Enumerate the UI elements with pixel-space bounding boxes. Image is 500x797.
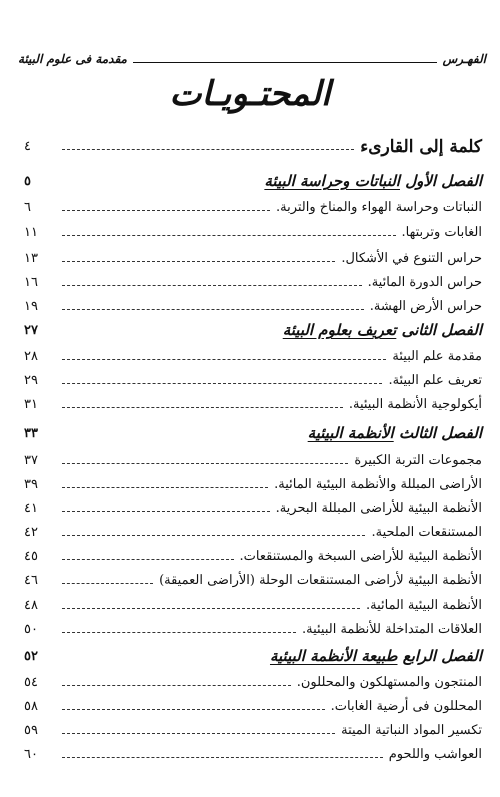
- toc-page-number: ١١: [24, 225, 38, 240]
- toc-item-row: [24, 347, 482, 369]
- toc-page-number: ١٣: [24, 251, 38, 266]
- toc-item-row: [24, 620, 482, 642]
- header-book-title: مقدمة فى علوم البيئة: [18, 52, 133, 66]
- toc-intro-row: [24, 137, 482, 159]
- toc-page-number: ٢٨: [24, 349, 38, 364]
- toc-leader: [62, 535, 365, 536]
- toc-page-number: ٢٧: [24, 323, 38, 338]
- toc-leader: [62, 235, 396, 236]
- toc-chapter-label: [264, 172, 482, 190]
- toc-leader: [62, 733, 335, 734]
- chapter-title: الأنظمة البيئية: [307, 424, 394, 442]
- toc-page-number: ٦: [24, 200, 31, 215]
- chapter-title: تعريف بعلوم البيئة: [282, 321, 397, 339]
- chapter-number: الفصل الأول: [405, 172, 482, 190]
- toc-item-label: تكسير المواد النباتية الميتة: [341, 723, 482, 738]
- toc-page-number: ٣٧: [24, 453, 38, 468]
- toc-page-number: ٤٦: [24, 573, 38, 588]
- toc-page-number: ٤: [24, 139, 31, 154]
- toc-item-row: [24, 475, 482, 497]
- toc-item-row: [24, 297, 482, 319]
- toc-item-row: [24, 371, 482, 393]
- page-title: المحتـويـات: [169, 74, 331, 114]
- toc-leader: [62, 309, 364, 310]
- toc-page-number: ١٩: [24, 299, 38, 314]
- toc-leader: [62, 149, 354, 150]
- toc-item-label: مقدمة علم البيئة: [392, 349, 482, 364]
- toc-chapter-row: [24, 647, 482, 669]
- toc-item-label: أيكولوجية الأنظمة البيئية.: [348, 397, 482, 412]
- toc-leader: [62, 261, 335, 262]
- toc-item-label: العلاقات المتداخلة للأنظمة البيئية.: [301, 622, 482, 637]
- toc-item-label: الغابات وتربتها.: [401, 225, 482, 240]
- toc-leader: [62, 559, 234, 560]
- toc-item-label: الأنظمة البيئية للأراضى السبخة والمستنقعات.: [239, 549, 482, 564]
- chapter-number: الفصل الرابع: [402, 647, 482, 665]
- toc-leader: [62, 608, 360, 609]
- toc-item-label: الأنظمة البيئية المائية.: [366, 598, 482, 613]
- toc-chapter-label: [308, 424, 482, 442]
- toc-page-number: ٤١: [24, 501, 38, 516]
- toc-item-row: [24, 547, 482, 569]
- toc-page-number: ٣١: [24, 397, 38, 412]
- toc-page-number: ٤٨: [24, 598, 38, 613]
- toc-chapter-label: [270, 647, 482, 665]
- toc-page-number: ٢٩: [24, 373, 38, 388]
- toc-page-number: ٥٢: [24, 649, 38, 664]
- toc-item-label: الأراضى المبللة والأنظمة البيئية المائية.: [274, 477, 482, 492]
- toc-item-row: [24, 451, 482, 473]
- toc-leader: [62, 487, 268, 488]
- toc-chapter-row: [24, 321, 482, 343]
- toc-item-label: المحللون فى أرضية الغابات.: [330, 699, 482, 714]
- toc-item-label: حراس الدورة المائية.: [367, 275, 482, 290]
- header-section-title: الفهـرس: [437, 52, 486, 66]
- toc-leader: [62, 463, 348, 464]
- toc-leader: [62, 511, 270, 512]
- toc-leader: [62, 685, 291, 686]
- toc-item-row: [24, 673, 482, 695]
- chapter-title: طبيعة الأنظمة البيئية: [269, 647, 398, 665]
- toc-item-label: الأنظمة البيئية لأراضى المستنقعات الوحلة (الأراضى العميقة): [159, 573, 482, 588]
- toc-leader: [62, 407, 343, 408]
- toc-item-label: حراس التنوع في الأشكال.: [341, 251, 482, 266]
- toc-item-label: تعريف علم البيئة.: [388, 373, 482, 388]
- toc-item-label: المنتجون والمستهلكون والمحللون.: [296, 675, 482, 690]
- toc-leader: [62, 359, 386, 360]
- toc-item-label: مجموعات التربة الكبيرة: [354, 453, 482, 468]
- toc-item-label: الأنظمة البيئية للأراضى المبللة البحرية.: [275, 501, 482, 516]
- toc-intro-label: كلمة إلى القارىء: [360, 137, 482, 157]
- toc-page-number: ٣٩: [24, 477, 38, 492]
- toc-item-label: المستنقعات الملحية.: [371, 525, 482, 540]
- toc-item-row: [24, 249, 482, 271]
- toc-item-label: حراس الأرض الهشة.: [369, 299, 482, 314]
- toc-leader: [62, 632, 296, 633]
- toc-chapter-row: [24, 172, 482, 194]
- toc-item-row: [24, 223, 482, 245]
- toc-item-row: [24, 198, 482, 220]
- toc-page-number: ٤٢: [24, 525, 38, 540]
- toc-item-row: [24, 395, 482, 417]
- toc-item-label: النباتات وحراسة الهواء والمناخ والتربة.: [275, 200, 482, 215]
- toc-page-number: ٤٥: [24, 549, 38, 564]
- toc-item-row: [24, 523, 482, 545]
- toc-leader: [62, 709, 325, 710]
- toc-item-label: العواشب واللحوم: [388, 747, 482, 762]
- toc-page-number: ٦٠: [24, 747, 38, 762]
- toc-chapter-row: [24, 424, 482, 446]
- toc-item-row: [24, 745, 482, 767]
- toc-page-number: ١٦: [24, 275, 38, 290]
- toc-leader: [62, 383, 382, 384]
- toc-item-row: [24, 273, 482, 295]
- toc-page-number: ٥٠: [24, 622, 38, 637]
- toc-chapter-label: [283, 321, 482, 339]
- toc-page-number: ٥٤: [24, 675, 38, 690]
- toc-leader: [62, 757, 383, 758]
- chapter-title: النباتات وحراسة البيئة: [264, 172, 400, 190]
- toc-item-row: [24, 697, 482, 719]
- toc-leader: [62, 210, 270, 211]
- toc-item-row: [24, 499, 482, 521]
- toc-leader: [62, 583, 153, 584]
- toc-item-row: [24, 596, 482, 618]
- toc-item-row: [24, 571, 482, 593]
- toc-page-number: ٣٣: [24, 426, 38, 441]
- toc-page-number: ٥: [24, 174, 31, 189]
- toc-page-number: ٥٨: [24, 699, 38, 714]
- toc-leader: [62, 285, 362, 286]
- chapter-number: الفصل الثانى: [401, 321, 482, 339]
- toc-item-row: [24, 721, 482, 743]
- toc-page-number: ٥٩: [24, 723, 38, 738]
- chapter-number: الفصل الثالث: [398, 424, 482, 442]
- running-header: [18, 52, 486, 72]
